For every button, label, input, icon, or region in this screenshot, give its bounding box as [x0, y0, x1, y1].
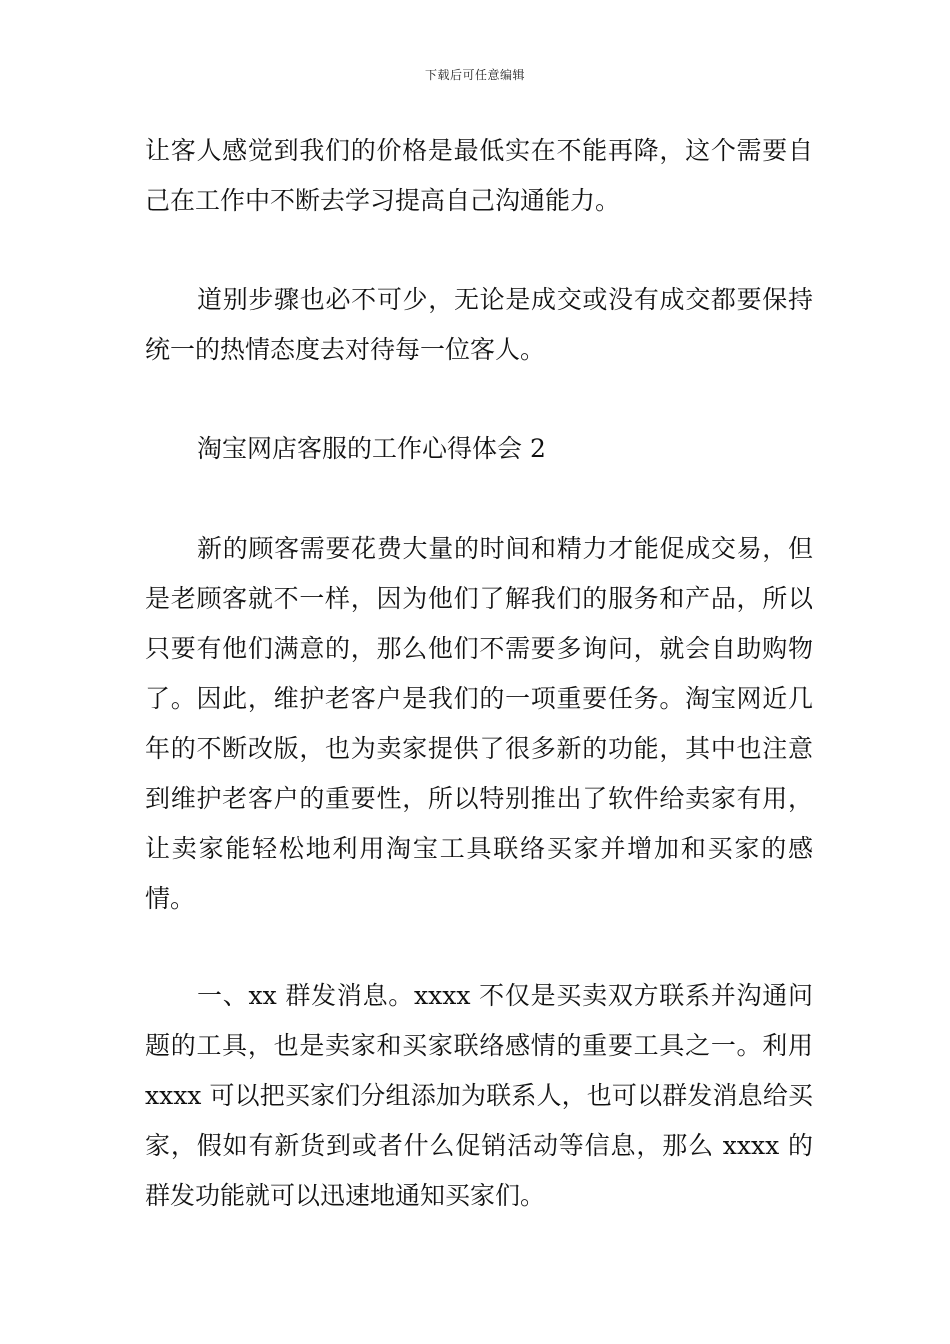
paragraph-farewell: 道别步骤也必不可少，无论是成交或没有成交都要保持统一的热情态度去对待每一位客人。 [145, 285, 813, 364]
paragraph-old-customers: 新的顾客需要花费大量的时间和精力才能促成交易，但是老顾客就不一样，因为他们了解我们的服务和产品，所以只要有他们满意的，那么他们不需要多询问，就会自助购物了。因此，维护老客户是我们的一项重要任务。淘宝网近几年的不断改版，也为卖家提供了很多新的功能，其中也注意到维护老客户的重要性，所以特别推出了软件给卖家有用，让卖家能轻松地利用淘宝工具联络买家并增加和买家的感情。 [145, 534, 813, 913]
section-heading: 淘宝网店客服的工作心得体会 2 [197, 434, 546, 463]
paragraph-group-messages: 一、xx 群发消息。xxxx 不仅是买卖双方联系并沟通问题的工具，也是卖家和买家联络感情的重要工具之一。利用 xxxx 可以把买家们分组添加为联系人，也可以群发消息给买家，假如有新货到或者什么促销活动等信息，那么 xxxx 的群发功能就可以迅速地通知买家们。 [145, 981, 813, 1210]
page-header: 下载后可任意编辑 [424, 68, 525, 82]
paragraph-price-communication: 让客人感觉到我们的价格是最低实在不能再降，这个需要自己在工作中不断去学习提高自己沟通能力。 [145, 136, 813, 215]
